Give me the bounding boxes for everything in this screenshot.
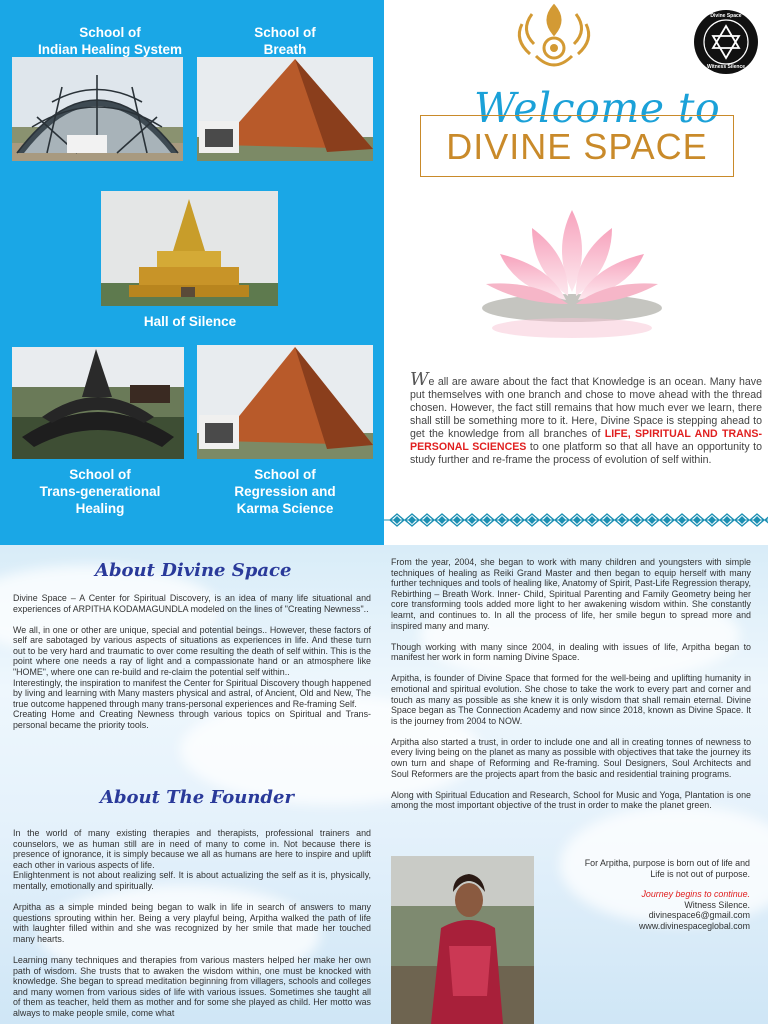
pyramid-photo-2 bbox=[197, 345, 373, 459]
dome-photo bbox=[12, 57, 183, 161]
intro-dropcap: W bbox=[410, 369, 429, 390]
ornament-icon bbox=[512, 0, 596, 74]
lotus-icon bbox=[472, 200, 672, 350]
founder-text: In the world of many existing therapies and therapists, professional trainers and counselors, we as human still are in need of many to come in. Not because there is presence of ignorance, it is simply because we all as humans are here to inspire and uplift each other in various aspects of life. Enlightenment is not about realizing self. It is about actualizing the self as it is, physically, mentally, emotionally and spiritually. Arpitha as a simple minded being began to walk in life in search of answers to many questions sprouting within her. Being a very playful being, Arpitha walked the path of life with laughter filled within and she was recognized by her smile that made her touched many hearts. Learning many techniques and therapies from various masters helped her make her own path of wisdom. She trusts that to awaken the wisdom within, one must be knocked with knowledge. She began to spread meditation beginning from villagers, schools and colleges and many women from various sides of life with various issues. Sometimes she taught all of them as teacher, held them as mother and for some she played as child. Her motto was always to make people smile, come what bbox=[13, 828, 371, 1018]
website-link[interactable]: www.divinespaceglobal.com bbox=[639, 920, 750, 931]
logo-badge bbox=[694, 10, 758, 74]
about-text: Divine Space – A Center for Spiritual Discovery, is an idea of many life situational and experiences of ARPITHA KODAMAGUNDLA modeled on the lines of "Creating Newness".. We all, in one or other are unique, special and potential beings.. However, these factors of self are sabotaged by various aspects of situations as experiences in life. And these turn out to be very hard and traumatic to over come resulting the death of self within. This is the point where one needs a ray of light and a compassionate hand or an atmosphere like "HOME", where one can re-build and re-claim the potential self within.. Interestingly, the inspiration to manifest the Center for Spiritual Discovery though happened by living and learning with Many masters physical and astral, of Ancient, Old and New, The true outcome happened through many trans-personal experiences and Re-framing Self. Creating Home and Creating Newness through various topics on Spiritual and Trans-personal became the priority tools. bbox=[13, 593, 371, 731]
email-link[interactable]: divinespace6@gmail.com bbox=[648, 910, 750, 921]
founder-story-text: From the year, 2004, she began to work with many children and youngsters with simple techniques of healing as Reiki Grand Master and then began to equip herself with many further techniques and tools of healing like, Anatomy of Spirit, Past-Life Regression therapy, Rebirthing – Breath Work. Inner- Child, Spiritual Parenting and Family Geometry being her core transforming tools added more light to her awakening wisdom within. She constantly learnt, and continues to. In all the process of life, her smile begun to spread more and inspired many and many. Though working with many since 2004, in dealing with issues of life, Arpitha began to manifest her work in form naming Divine Space. Arpitha, is founder of Divine Space that formed for the well-being and uplifting humanity in emotional and spiritual evolution. She chose to take the work to every part and corner and touch as many as possible as she knew it is only wisdom that shall remain eternal. Divine Space began as The Connection Academy and now since 2018, known as Divine Space. It is the journey from 2004 to NOW. Arpitha also started a trust, in order to include one and all in creating tonnes of newness to every living being on the planet as many as possible with objectives that take the journey its own turn and shape of Reforming and Re-framing. Soul Designers, Soul Architects and Soul Reformers are the projects apart from the basic and residential training programs. Along with Spiritual Education and Research, School for Music and Yoga, Plantation is one among the most important objective of the trust in order to make the planet green. bbox=[391, 557, 751, 811]
welcome-heading: Welcome to bbox=[474, 84, 721, 132]
logo-badge-bottom-text: Witness Silence bbox=[706, 64, 746, 70]
signoff-block: For Arpitha, purpose is born out of life and Life is not out of purpose. Journey begins to continue. Witness Silence. divinespace6@gmail.com www.divinespaceglobal.com bbox=[540, 858, 750, 932]
about-heading: About Divine Space bbox=[95, 560, 292, 581]
school-title-breath: School of Breath bbox=[254, 25, 316, 57]
pagoda-photo bbox=[101, 191, 278, 306]
founder-heading: About The Founder bbox=[100, 787, 294, 808]
school-title-silence: Hall of Silence bbox=[143, 314, 237, 329]
schools-panel bbox=[0, 0, 384, 545]
logo-badge-top-text: Divine Space bbox=[710, 13, 742, 19]
school-title-healing: School of Indian Healing System bbox=[37, 25, 183, 57]
temple-roof-photo bbox=[12, 347, 184, 459]
founder-photo bbox=[391, 856, 534, 1024]
pyramid-photo bbox=[197, 57, 373, 161]
school-title-transgenerational: School of Trans-generational Healing bbox=[39, 467, 161, 516]
diamond-border bbox=[384, 512, 768, 528]
intro-paragraph: We all are aware about the fact that Knowledge is an ocean. Many have put themselves with one branch and chose to move ahead with the thread chosen. However, the fact still remains that how much ever we learn, there shall still be something more to it. Here, Divine Space is stepping ahead to get the knowledge from all branches of LIFE, SPIRITUAL AND TRANS-PERSONAL SCIENCES to one platform so that all have an opportunity to study further and re-frame the process of evolution of self within. bbox=[410, 369, 762, 466]
welcome-panel bbox=[384, 0, 768, 545]
journey-tagline: Journey begins to continue. bbox=[641, 889, 750, 900]
page-title: DIVINE SPACE bbox=[446, 126, 708, 167]
school-title-regression: School of Regression and Karma Science bbox=[234, 467, 336, 516]
